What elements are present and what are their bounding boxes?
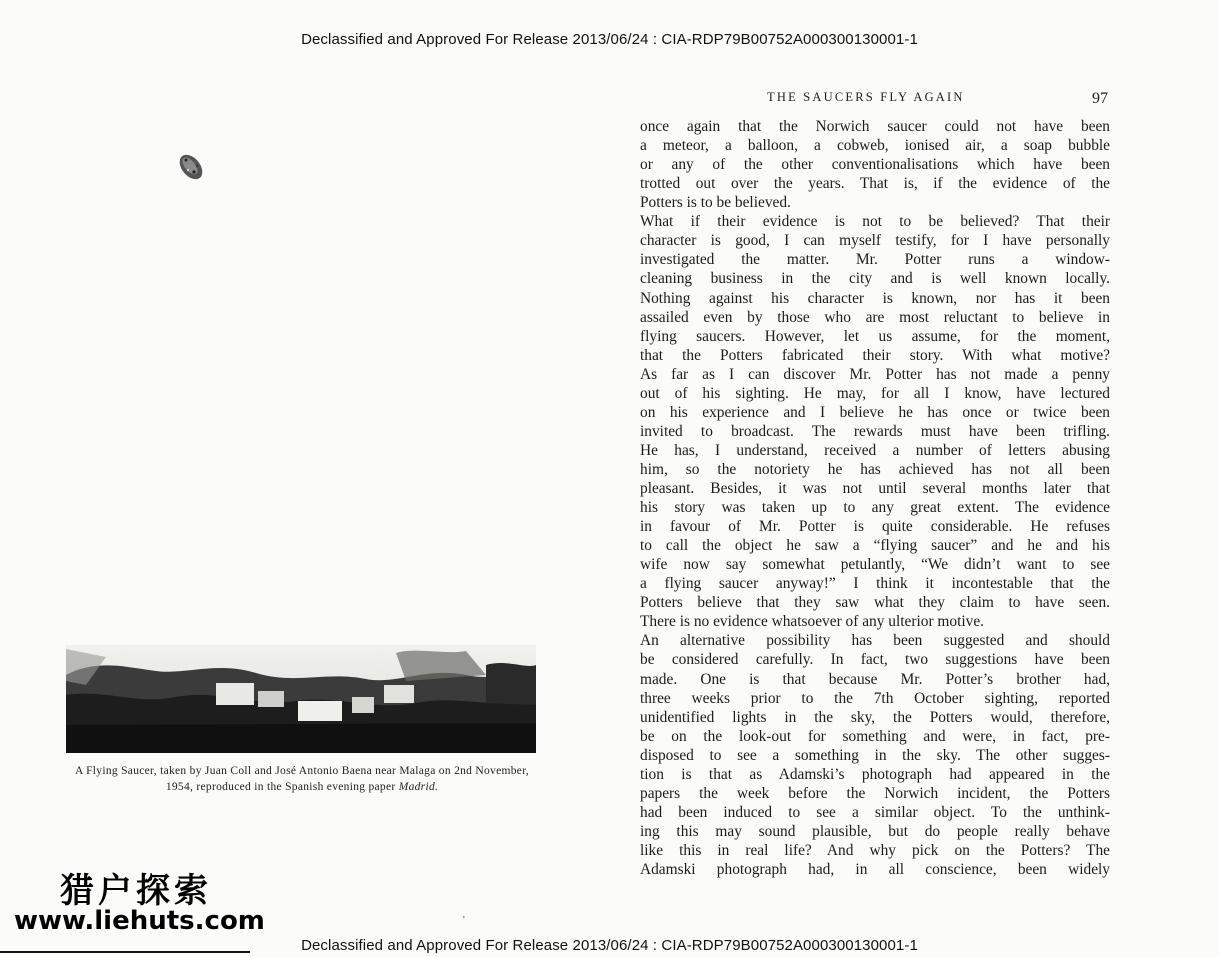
text-line: his story was taken up to any great extent. The evidence [640,499,1110,516]
text-line: ing this may sound plausible, but do people really behave [640,822,1110,840]
text-line: like this in real life? And why pick on the Potters? The [640,841,1110,859]
page-number: 97 [1092,90,1108,107]
caption-newspaper-name: Madrid. [398,781,439,793]
declassification-header-stamp: Declassified and Approved For Release 2013/06/24 : CIA-RDP79B00752A000300130001-1 [301,31,918,48]
text-line: flying saucers. However, let us assume, for the moment, [640,327,1110,345]
flying-saucer-photograph [66,645,536,753]
watermark-url: www.liehuts.com [14,906,265,936]
text-line: There is no evidence whatsoever of any ulterior motive. [640,613,985,631]
text-line: investigated the matter. Mr. Potter runs a window- [640,251,1110,269]
text-line: a flying saucer anyway!” I think it incontestable that the [640,575,1110,593]
text-line: out of his sighting. He may, for all I know, have lectured [640,384,1110,402]
text-line: papers the week before the Norwich incident, the Potters [640,784,1110,802]
text-line: He has, I understand, received a number of letters abusing [640,441,1110,459]
text-line: Potters believe that they saw what they claim to have seen. [640,594,1110,612]
caption-text: A Flying Saucer, taken by Juan Coll and José Antonio Baena near Malaga on 2nd November, 1954, reproduced in the Spanish evening paper [74,765,530,793]
text-line: disposed to see a something in the sky. The other sugges- [640,746,1110,764]
text-line: pleasant. Besides, it was not until several months later that [640,479,1110,497]
stray-mark: ' [463,915,465,926]
text-line: cleaning business in the city and is well known locally. [640,270,1110,288]
text-line: As far as I can discover Mr. Potter has not made a penny [640,365,1110,383]
text-line: unidentified lights in the sky, the Potters would, therefore, [640,708,1110,726]
text-line: had been induced to see a similar object. To the unthink- [640,803,1110,821]
text-line: him, so the notoriety he has achieved has not all been [640,460,1110,478]
text-line: or any of the other conventionalisations which have been [640,156,1110,174]
watermark-chinese-text: 猎户探索 [60,871,212,911]
text-line: be considered carefully. In fact, two suggestions have been [640,651,1110,669]
declassification-footer-stamp: Declassified and Approved For Release 2013/06/24 : CIA-RDP79B00752A000300130001-1 [301,937,918,954]
text-line: trotted out over the years. That is, if the evidence of the [640,175,1110,193]
text-line: tion is that as Adamski’s photograph had appeared in the [640,765,1110,783]
text-line: Adamski photograph had, in all conscience, been widely [640,861,1110,878]
text-line: assailed even by those who are most reluctant to believe in [640,308,1110,326]
text-line: wife now say somewhat petulantly, “We didn’t want to see [640,556,1110,574]
text-line: Nothing against his character is known, nor has it been [640,289,1110,307]
saucer-speck [175,150,207,184]
text-line: to call the object he saw a “flying saucer” and he and his [640,537,1110,555]
text-line: be on the look-out for something and were, in fact, pre- [640,727,1110,745]
text-line: on his experience and I believe he has once or twice been [640,403,1110,421]
footer-rule [0,951,250,953]
text-line: three weeks prior to the 7th October sighting, reported [640,689,1110,707]
text-line: What if their evidence is not to be believed? That their [640,213,1110,231]
text-line: character is good, I can myself testify, for I have personally [640,232,1110,250]
text-line: invited to broadcast. The rewards must have been trifling. [640,422,1110,440]
text-line: Potters is to be believed. [640,194,791,212]
text-line: that the Potters fabricated their story. With what motive? [640,346,1110,364]
photo-caption [62,763,542,795]
text-line: made. One is that because Mr. Potter’s brother had, [640,670,1110,688]
text-line: in favour of Mr. Potter is quite considerable. He refuses [640,518,1110,535]
text-line: a meteor, a balloon, a cobweb, ionised air, a soap bubble [640,137,1110,155]
running-head: THE SAUCERS FLY AGAIN [767,90,965,104]
text-line: once again that the Norwich saucer could not have been [640,118,1110,135]
text-line: An alternative possibility has been suggested and should [640,632,1110,650]
